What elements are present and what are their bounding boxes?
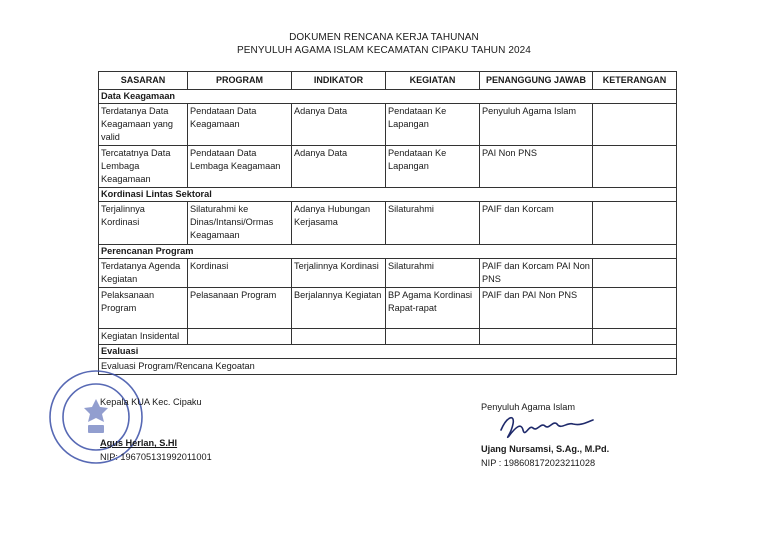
work-plan-table [98, 71, 677, 375]
document-subtitle: PENYULUH AGAMA ISLAM KECAMATAN CIPAKU TAHUN 2024 [237, 45, 531, 56]
column-header-program: PROGRAM [188, 72, 292, 90]
cell-sasaran: Terdatanya Data Keagamaan yang valid [99, 104, 188, 146]
table-row [99, 259, 677, 288]
cell-kegiatan: Pendataan Ke Lapangan [386, 146, 480, 188]
section-data-keagamaan: Data Keagamaan [99, 90, 677, 104]
cell-penanggung-jawab: Penyuluh Agama Islam [480, 104, 593, 146]
cell-kegiatan: BP Agama Kordinasi Rapat-rapat [386, 288, 480, 329]
cell-penanggung-jawab: PAI Non PNS [480, 146, 593, 188]
left-signer-nip: NIP: 196705131992011001 [100, 452, 212, 462]
document-title: DOKUMEN RENCANA KERJA TAHUNAN [289, 32, 479, 43]
section-row [99, 345, 677, 359]
cell-kegiatan [386, 329, 480, 345]
cell-program: Silaturahmi ke Dinas/Intansi/Ormas Keagamaan [188, 202, 292, 245]
handwritten-signature [497, 410, 597, 444]
cell-penanggung-jawab: PAIF dan Korcam PAI Non PNS [480, 259, 593, 288]
column-header-sasaran: SASARAN [99, 72, 188, 90]
cell-keterangan [593, 329, 677, 345]
cell-kegiatan: Silaturahmi [386, 259, 480, 288]
section-kordinasi-lintas-sektoral: Kordinasi Lintas Sektoral [99, 188, 677, 202]
left-signer-role: Kepala KUA Kec. Cipaku [100, 397, 202, 407]
cell-keterangan [593, 259, 677, 288]
cell-indikator: Adanya Data [292, 104, 386, 146]
cell-sasaran: Tercatatnya Data Lembaga Keagamaan [99, 146, 188, 188]
table-row [99, 202, 677, 245]
section-evaluasi: Evaluasi [99, 345, 677, 359]
table-row [99, 359, 677, 375]
column-header-keterangan: KETERANGAN [593, 72, 677, 90]
cell-kegiatan: Pendataan Ke Lapangan [386, 104, 480, 146]
cell-indikator: Adanya Data [292, 146, 386, 188]
cell-penanggung-jawab: PAIF dan PAI Non PNS [480, 288, 593, 329]
cell-indikator: Terjalinnya Kordinasi [292, 259, 386, 288]
cell-indikator: Berjalannya Kegiatan [292, 288, 386, 329]
table-row [99, 146, 677, 188]
cell-sasaran: Terdatanya Agenda Kegiatan [99, 259, 188, 288]
cell-program: Pendataan Data Lembaga Keagamaan [188, 146, 292, 188]
cell-evaluasi-program: Evaluasi Program/Rencana Kegoatan [99, 359, 677, 375]
cell-keterangan [593, 202, 677, 245]
table-header-row [99, 72, 677, 90]
table-row [99, 329, 677, 345]
cell-sasaran: Kegiatan Insidental [99, 329, 188, 345]
cell-sasaran: Terjalinnya Kordinasi [99, 202, 188, 245]
cell-program: Pelasanaan Program [188, 288, 292, 329]
cell-keterangan [593, 146, 677, 188]
cell-penanggung-jawab: PAIF dan Korcam [480, 202, 593, 245]
section-row [99, 188, 677, 202]
cell-penanggung-jawab [480, 329, 593, 345]
column-header-penanggung-jawab: PENANGGUNG JAWAB [480, 72, 593, 90]
section-perencanan-program: Perencanan Program [99, 245, 677, 259]
right-signer-role: Penyuluh Agama Islam [481, 402, 575, 412]
cell-keterangan [593, 104, 677, 146]
section-row [99, 90, 677, 104]
section-row [99, 245, 677, 259]
cell-sasaran: Pelaksanaan Program [99, 288, 188, 329]
cell-indikator: Adanya Hubungan Kerjasama [292, 202, 386, 245]
right-signer-name: Ujang Nursamsi, S.Ag., M.Pd. [481, 444, 610, 454]
right-signer-nip: NIP : 198608172023211028 [481, 458, 596, 468]
cell-program: Pendataan Data Keagamaan [188, 104, 292, 146]
column-header-kegiatan: KEGIATAN [386, 72, 480, 90]
column-header-indikator: INDIKATOR [292, 72, 386, 90]
cell-program [188, 329, 292, 345]
table-row [99, 288, 677, 329]
cell-keterangan [593, 288, 677, 329]
left-signer-name: Agus Herlan, S.HI [100, 438, 178, 448]
cell-indikator [292, 329, 386, 345]
cell-kegiatan: Silaturahmi [386, 202, 480, 245]
cell-program: Kordinasi [188, 259, 292, 288]
table-row [99, 104, 677, 146]
